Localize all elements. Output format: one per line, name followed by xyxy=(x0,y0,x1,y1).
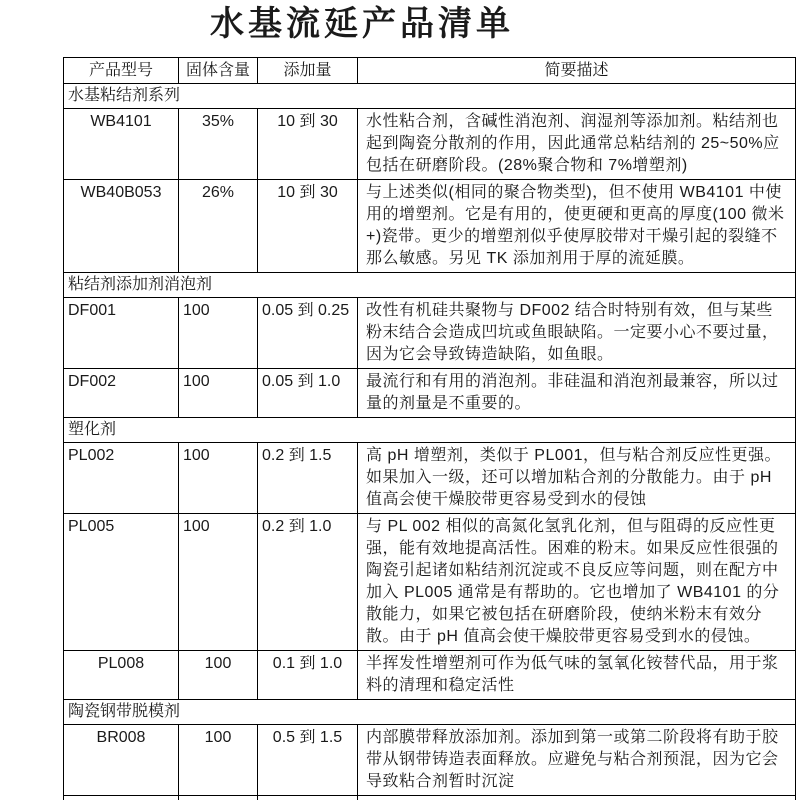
column-header-solid-content: 固体含量 xyxy=(179,58,258,84)
solid-content-cell: 100 xyxy=(179,298,258,369)
column-header-addition-amount: 添加量 xyxy=(258,58,358,84)
product-row xyxy=(64,514,796,651)
page-title: 水基流延产品清单 xyxy=(210,5,514,43)
product-row xyxy=(64,369,796,418)
addition-amount-cell: 0.05 到 1.0 xyxy=(258,369,358,418)
product-row xyxy=(64,725,796,796)
table-header-row xyxy=(64,58,796,84)
addition-amount-cell: 10 到 30 xyxy=(258,180,358,273)
column-header-brief-description: 简要描述 xyxy=(358,58,796,84)
table-body xyxy=(64,84,796,800)
product-model-cell: PL008 xyxy=(64,651,179,700)
product-model-cell: WB4101 xyxy=(64,109,179,180)
section-row xyxy=(64,700,796,725)
product-row xyxy=(64,180,796,273)
empty-cell xyxy=(358,796,796,800)
description-cell: 半挥发性增塑剂可作为低气味的氢氧化铵替代品，用于浆料的清理和稳定活性 xyxy=(358,651,796,700)
empty-cell xyxy=(179,796,258,800)
solid-content-cell: 35% xyxy=(179,109,258,180)
description-cell: 最流行和有用的消泡剂。非硅温和消泡剂最兼容，所以过量的剂量是不重要的。 xyxy=(358,369,796,418)
addition-amount-cell: 0.1 到 1.0 xyxy=(258,651,358,700)
product-row xyxy=(64,443,796,514)
product-model-cell: PL002 xyxy=(64,443,179,514)
product-model-cell: WB40B053 xyxy=(64,180,179,273)
addition-amount-cell: 0.05 到 0.25 xyxy=(258,298,358,369)
solid-content-cell: 100 xyxy=(179,725,258,796)
addition-amount-cell: 10 到 30 xyxy=(258,109,358,180)
section-row xyxy=(64,84,796,109)
section-label: 水基粘结剂系列 xyxy=(64,84,796,109)
description-cell: 与 PL 002 相似的高氮化氢乳化剂，但与阻碍的反应性更强，能有效地提高活性。困难的粉末。如果反应性很强的陶瓷引起诸如粘结剂沉淀或不良反应等问题，则在配方中加入 PL005 通常是有帮助的。它也增加了 WB4101 的分散能力，如果它被包括在研磨阶段，使纳米粉末有效分散。由于 pH 值高会使干燥胶带更容易受到水的侵蚀。 xyxy=(358,514,796,651)
product-row xyxy=(64,298,796,369)
product-model-cell: PL005 xyxy=(64,514,179,651)
product-model-cell: BR008 xyxy=(64,725,179,796)
solid-content-cell: 26% xyxy=(179,180,258,273)
section-row xyxy=(64,418,796,443)
solid-content-cell: 100 xyxy=(179,369,258,418)
partial-row xyxy=(64,796,796,800)
product-model-cell: DF001 xyxy=(64,298,179,369)
addition-amount-cell: 0.2 到 1.5 xyxy=(258,443,358,514)
product-row xyxy=(64,651,796,700)
section-label: 粘结剂添加剂消泡剂 xyxy=(64,273,796,298)
addition-amount-cell: 0.2 到 1.0 xyxy=(258,514,358,651)
description-cell: 改性有机硅共聚物与 DF002 结合时特别有效，但与某些粉末结合会造成凹坑或鱼眼缺陷。一定要小心不要过量，因为它会导致铸造缺陷，如鱼眼。 xyxy=(358,298,796,369)
section-row xyxy=(64,273,796,298)
description-cell: 水性粘合剂，含碱性消泡剂、润湿剂等添加剂。粘结剂也起到陶瓷分散剂的作用，因此通常总粘结剂的 25~50%应包括在研磨阶段。(28%聚合物和 7%增塑剂) xyxy=(358,109,796,180)
section-label: 塑化剂 xyxy=(64,418,796,443)
product-model-cell: DF002 xyxy=(64,369,179,418)
description-cell: 内部膜带释放添加剂。添加到第一或第二阶段将有助于胶带从钢带铸造表面释放。应避免与粘合剂预混，因为它会导致粘合剂暂时沉淀 xyxy=(358,725,796,796)
column-header-product-model: 产品型号 xyxy=(64,58,179,84)
section-label: 陶瓷钢带脱模剂 xyxy=(64,700,796,725)
description-cell: 高 pH 增塑剂，类似于 PL001，但与粘合剂反应性更强。如果加入一级，还可以增加粘合剂的分散能力。由于 pH 值高会使干燥胶带更容易受到水的侵蚀 xyxy=(358,443,796,514)
solid-content-cell: 100 xyxy=(179,443,258,514)
product-table xyxy=(63,57,796,800)
document-page xyxy=(0,2,800,800)
solid-content-cell: 100 xyxy=(179,651,258,700)
empty-cell xyxy=(258,796,358,800)
empty-cell xyxy=(64,796,179,800)
addition-amount-cell: 0.5 到 1.5 xyxy=(258,725,358,796)
description-cell: 与上述类似(相同的聚合物类型)，但不使用 WB4101 中使用的增塑剂。它是有用的，使更硬和更高的厚度(100 微米+)瓷带。更少的增塑剂似乎使厚胶带对干燥引起的裂缝不那么敏感。另见 TK 添加剂用于厚的流延膜。 xyxy=(358,180,796,273)
product-row xyxy=(64,109,796,180)
solid-content-cell: 100 xyxy=(179,514,258,651)
